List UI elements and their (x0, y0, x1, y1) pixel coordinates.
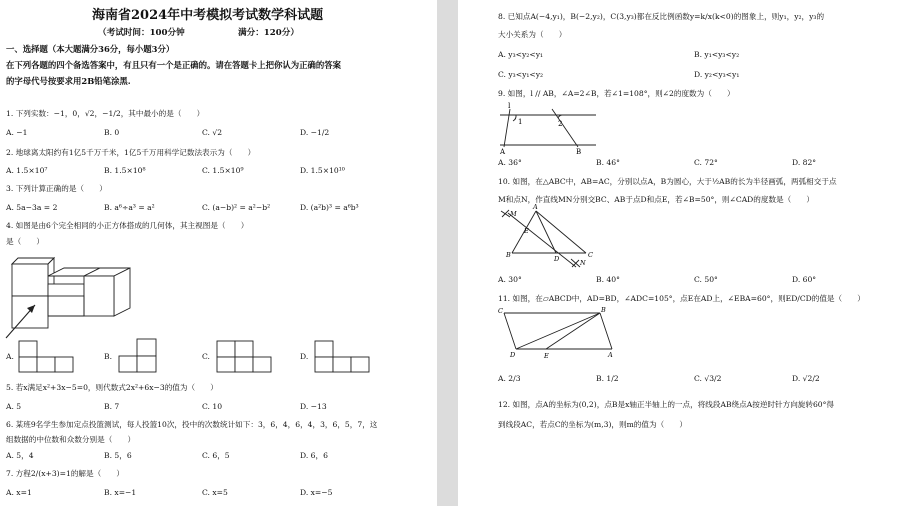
q9-label-l: l (508, 101, 511, 110)
q9-option-c[interactable]: C. 72° (694, 158, 718, 167)
q4-view-c[interactable] (216, 340, 276, 373)
q9-stem: 9. 如图，l // AB，∠A=2∠B，若∠1=108°，则∠2的度数为（ ） (498, 89, 735, 98)
section-heading: 一、选择题（本大题满分36分，每小题3分） (6, 44, 175, 54)
q5-stem: 5. 若x满足x²+3x−5=0，则代数式2x²+6x−3的值为（ ） (6, 383, 218, 392)
instructions-line2: 的字母代号按要求用2B铅笔涂黑. (6, 76, 131, 86)
q1-option-d[interactable]: D. −1/2 (300, 128, 330, 137)
page-right (458, 0, 900, 506)
exam-time: （考试时间：100分钟 (98, 28, 185, 38)
q3-option-c[interactable]: C. (a−b)² = a²−b² (202, 203, 271, 212)
q6-option-d[interactable]: D. 6，6 (300, 451, 328, 460)
q2-option-a[interactable]: A. 1.5×10⁷ (6, 166, 48, 175)
q5-option-c[interactable]: C. 10 (202, 402, 223, 411)
q1-option-b[interactable]: B. 0 (104, 128, 120, 137)
q10-figure (498, 205, 608, 271)
q8-stem: 8. 已知点A(−4,y₁)，B(−2,y₂)，C(3,y₃)都在反比例函数y=k/x(k<0)的图象上，则y₁，y₂，y₃的 (498, 12, 825, 21)
q9-label-a: A (500, 148, 506, 156)
page-gutter (437, 0, 458, 506)
q5-option-b[interactable]: B. 7 (104, 402, 120, 411)
q11-label-b: B (601, 306, 606, 314)
q11-label-e: E (544, 352, 549, 360)
q5-option-a[interactable]: A. 5 (6, 402, 22, 411)
q10-option-c[interactable]: C. 50° (694, 275, 718, 284)
q10-option-a[interactable]: A. 30° (498, 275, 522, 284)
q4-option-c[interactable]: C. (202, 352, 210, 361)
q7-option-c[interactable]: C. x=5 (202, 488, 228, 497)
q11-option-b[interactable]: B. 1/2 (596, 374, 619, 383)
q11-label-a: A (608, 351, 613, 359)
q3-option-b[interactable]: B. a⁶÷a³ = a² (104, 203, 155, 212)
q1-option-a[interactable]: A. −1 (6, 128, 28, 137)
q11-option-c[interactable]: C. √3/2 (694, 374, 722, 383)
q3-option-a[interactable]: A. 5a−3a = 2 (6, 203, 58, 212)
q11-option-d[interactable]: D. √2/2 (792, 374, 820, 383)
q11-label-d: D (510, 351, 516, 359)
q4-view-b[interactable] (118, 338, 162, 374)
q4-stem-cont: 是（ ） (6, 237, 44, 246)
q10-stem: 10. 如图，在△ABC中，AB=AC，分别以点A，B为圆心，大于½AB的长为半径画弧，两弧相交于点 (498, 177, 837, 186)
q9-label-2: 2 (558, 120, 563, 128)
exam-title: 海南省2024年中考模拟考试数学科试题 (92, 8, 324, 23)
q4-option-a[interactable]: A. (6, 352, 14, 361)
q11-figure (498, 307, 628, 361)
q7-option-b[interactable]: B. x=−1 (104, 488, 137, 497)
q9-option-a[interactable]: A. 36° (498, 158, 522, 167)
q7-option-a[interactable]: A. x=1 (6, 488, 32, 497)
q10-label-b: B (506, 251, 511, 259)
q2-option-b[interactable]: B. 1.5×10⁸ (104, 166, 146, 175)
q10-label-a: A (533, 203, 538, 211)
q11-stem: 11. 如图，在▱ABCD中，AD=BD，∠ADC=105°，点E在AD上，∠EBA=60°，则ED/CD的值是（ ） (498, 294, 865, 303)
page-left (0, 0, 437, 506)
q10-label-m: M (510, 210, 517, 218)
q4-option-b[interactable]: B. (104, 352, 112, 361)
q1-option-c[interactable]: C. √2 (202, 128, 223, 137)
q2-stem: 2. 地球离太阳约有1亿5千万千米，1亿5千万用科学记数法表示为（ ） (6, 148, 256, 157)
q2-option-d[interactable]: D. 1.5×10¹⁰ (300, 166, 345, 175)
full-score: 满分：120分） (238, 28, 299, 38)
cube-stack-figure (0, 250, 150, 342)
q11-option-a[interactable]: A. 2/3 (498, 374, 521, 383)
q6-stem-cont: 组数据的中位数和众数分别是（ ） (6, 435, 136, 444)
q10-label-c: C (588, 251, 593, 259)
q10-stem-cont: M和点N，作直线MN分别交BC、AB于点D和点E，若∠B=50°，则∠CAD的度数是（ ） (498, 195, 815, 204)
q1-stem: 1. 下列实数：−1，0，√2，−1/2，其中最小的是（ ） (6, 109, 205, 118)
q4-stem: 4. 如图是由6个完全相同的小正方体搭成的几何体，其主视图是（ ） (6, 221, 249, 230)
q8-stem-cont: 大小关系为（ ） (498, 30, 567, 39)
q10-option-b[interactable]: B. 40° (596, 275, 620, 284)
q8-option-c[interactable]: C. y₃<y₁<y₂ (498, 70, 544, 79)
q6-option-a[interactable]: A. 5，4 (6, 451, 34, 460)
q9-option-d[interactable]: D. 82° (792, 158, 817, 167)
q2-option-c[interactable]: C. 1.5×10⁹ (202, 166, 244, 175)
q9-label-1: 1 (518, 118, 523, 126)
q6-option-c[interactable]: C. 6，5 (202, 451, 230, 460)
q8-option-d[interactable]: D. y₂<y₃<y₁ (694, 70, 740, 79)
q12-stem-cont: 到线段AC，若点C的坐标为(m,3)，则m的值为（ ） (498, 420, 687, 429)
q4-view-a[interactable] (18, 340, 78, 373)
q9-label-b: B (576, 148, 582, 156)
q6-stem: 6. 某班9名学生参加定点投篮测试，每人投篮10次，投中的次数统计如下：3，6，4，6，4，3，6，5，7，这 (6, 420, 378, 429)
q11-label-c: C (498, 307, 503, 315)
q9-figure (496, 101, 606, 157)
q12-stem: 12. 如图，点A的坐标为(0,2)，点B是x轴正半轴上的一点，将线段AB绕点A按逆时针方向旋转60°得 (498, 400, 835, 409)
q7-option-d[interactable]: D. x=−5 (300, 488, 333, 497)
q10-label-n: N (580, 259, 586, 267)
q10-label-d: D (554, 255, 560, 263)
q5-option-d[interactable]: D. −13 (300, 402, 327, 411)
instructions-line1: 在下列各题的四个备选答案中，有且只有一个是正确的。请在答题卡上把你认为正确的答案 (6, 60, 341, 70)
q7-stem: 7. 方程2/(x+3)=1的解是（ ） (6, 469, 124, 478)
q3-stem: 3. 下列计算正确的是（ ） (6, 184, 107, 193)
q8-option-a[interactable]: A. y₃<y₂<y₁ (498, 50, 544, 59)
q9-option-b[interactable]: B. 46° (596, 158, 620, 167)
q4-option-d[interactable]: D. (300, 352, 309, 361)
q10-option-d[interactable]: D. 60° (792, 275, 817, 284)
q6-option-b[interactable]: B. 5，6 (104, 451, 132, 460)
q8-option-b[interactable]: B. y₁<y₃<y₂ (694, 50, 740, 59)
q3-option-d[interactable]: D. (a²b)³ = a⁶b³ (300, 203, 359, 212)
q10-label-e: E (524, 227, 529, 235)
q4-view-d[interactable] (314, 340, 374, 373)
